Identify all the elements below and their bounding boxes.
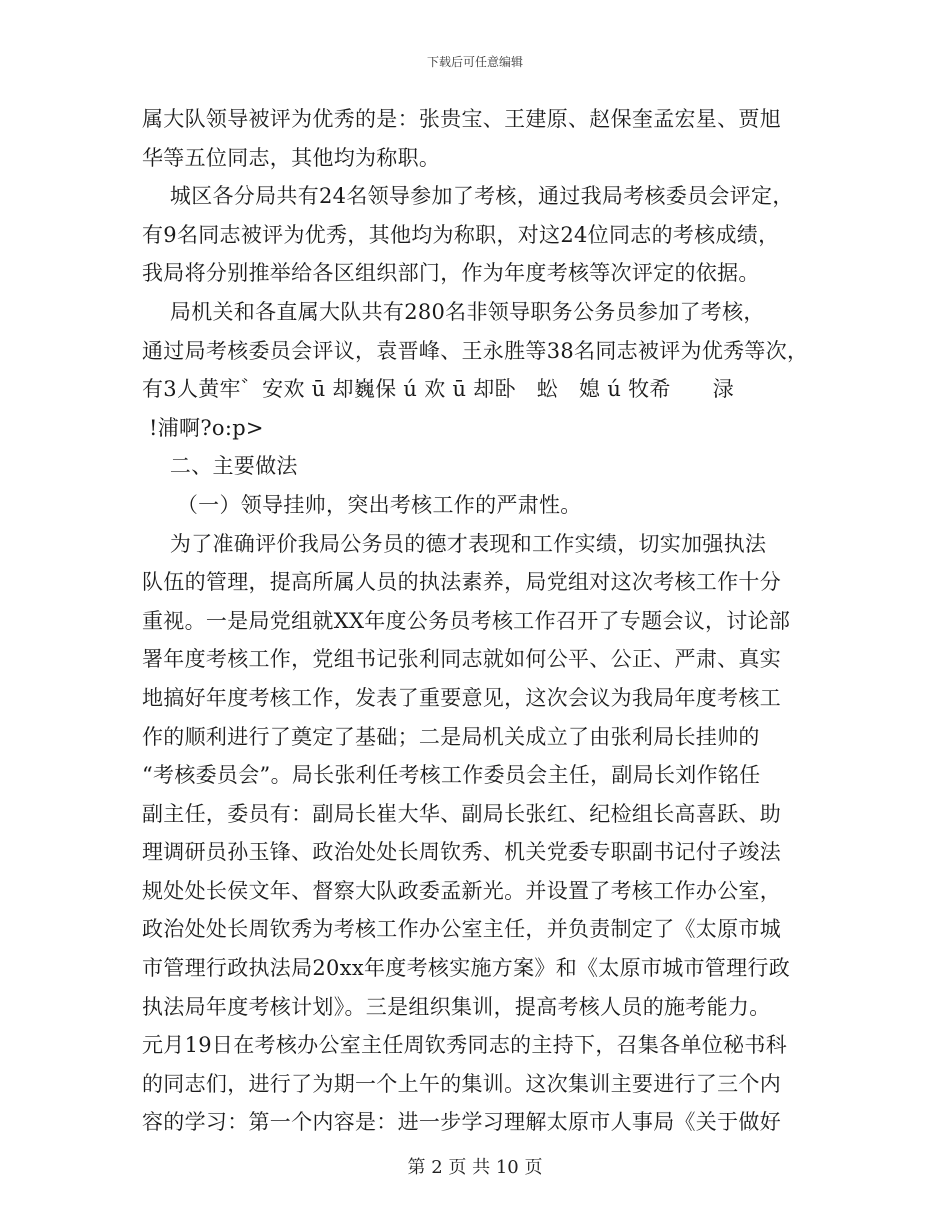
- text-line: 华等五位同志，其他均为称职。: [142, 145, 441, 170]
- text-line: 市管理行政执法局20xx年度考核实施方案》和《太原市城市管理行政: [142, 956, 791, 981]
- text-line: 地搞好年度考核工作，发表了重要意见，这次会议为我局年度考核工: [142, 685, 781, 710]
- document-body: [142, 100, 822, 1142]
- text-line: “考核委员会”。局长张利任考核工作委员会主任，副局长刘作铭任: [142, 763, 761, 788]
- text-line: 元月19日在考核办公室主任周钦秀同志的主持下，召集各单位秘书科: [142, 1033, 788, 1058]
- text-line: 我局将分别推举给各区组织部门，作为年度考核等次评定的依据。: [142, 261, 760, 286]
- text-line: （一）领导挂帅，突出考核工作的严肃性。: [142, 492, 582, 517]
- page-header-note: 下载后可任意编辑: [426, 55, 523, 69]
- text-line: 理调研员孙玉锋、政治处处长周钦秀、机关党委专职副书记付子竣法: [142, 840, 781, 865]
- text-line: 城区各分局共有24名领导参加了考核，通过我局考核委员会评定，: [142, 184, 794, 209]
- text-line: 执法局年度考核计划》。三是组织集训，提高考核人员的施考能力。: [142, 994, 771, 1019]
- text-line: 有3人黄牢゛安欢 ū 却巍保 ú 欢 ū 却卧 蚣 媳 ú 牧希 渌: [142, 377, 734, 402]
- text-line: 队伍的管理，提高所属人员的执法素养，局党组对这次考核工作十分: [142, 570, 781, 595]
- text-line: 规处处长侯文年、督察大队政委孟新光。并设置了考核工作办公室，: [142, 878, 781, 903]
- text-line: 政治处处长周钦秀为考核工作办公室主任，并负责制定了《太原市城: [142, 917, 781, 942]
- text-line: 副主任，委员有：副局长崔大华、副局长张红、纪检组长高喜跃、助: [142, 801, 781, 826]
- text-line: 署年度考核工作，党组书记张利同志就如何公平、公正、严肃、真实: [142, 647, 781, 672]
- text-line: 作的顺利进行了奠定了基础；二是局机关成立了由张利局长挂帅的: [142, 724, 760, 749]
- text-line: 重视。一是局党组就XX年度公务员考核工作召开了专题会议，讨论部: [142, 608, 791, 633]
- text-line: 通过局考核委员会评议，袁晋峰、王永胜等38名同志被评为优秀等次，: [142, 338, 809, 363]
- text-line: 二、主要做法: [142, 454, 298, 479]
- text-line: 为了准确评价我局公务员的德才表现和工作实绩，切实加强执法: [142, 531, 767, 556]
- text-line: 的同志们，进行了为期一个上午的集训。这次集训主要进行了三个内: [142, 1071, 781, 1096]
- text-line: !浦啊?o:p>: [142, 415, 264, 440]
- text-line: 容的学习：第一个内容是：进一步学习理解太原市人事局《关于做好: [142, 1110, 781, 1135]
- text-line: 局机关和各直属大队共有280名非领导职务公务员参加了考核，: [142, 299, 765, 324]
- page-number-footer: 第 2 页 共 10 页: [407, 1157, 543, 1178]
- text-line: 属大队领导被评为优秀的是：张贵宝、王建原、赵保奎孟宏星、贾旭: [142, 107, 781, 131]
- text-line: 有9名同志被评为优秀，其他均为称职，对这24位同志的考核成绩，: [142, 222, 780, 247]
